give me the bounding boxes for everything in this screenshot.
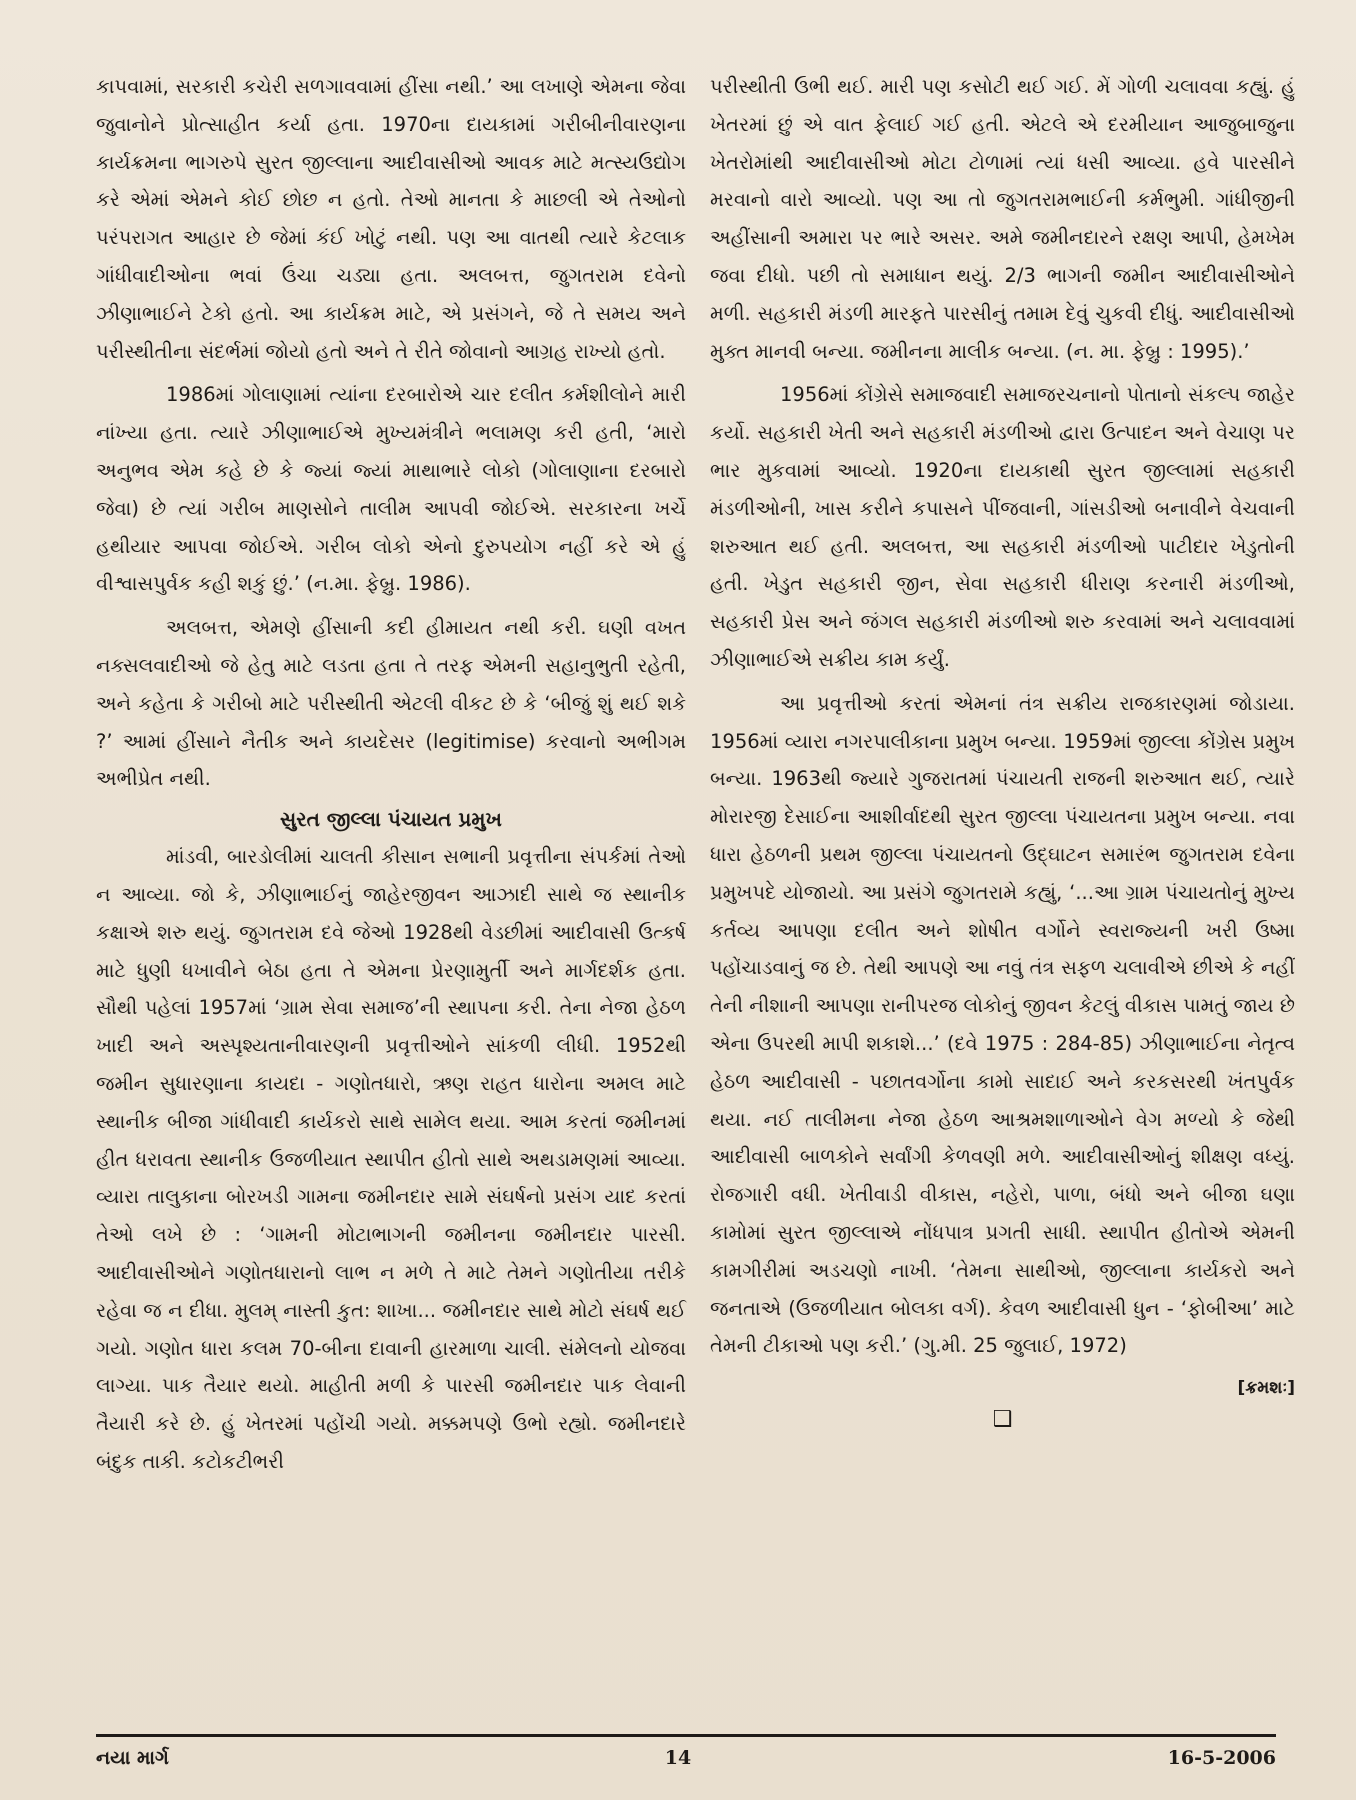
left-paragraph-3: અલબત્ત, એમણે હીંસાની કદી હીમાયત નથી કરી. ઘણી વખત નક્સલવાદીઓ જે હેતુ માટે લડતા હતા તે તરફ એમની સહાનુભુતી રહેતી, અને કહેતા કે ગરીબો માટે પરીસ્થીતી એટલી વીકટ છે કે ‘બીજું શું થઈ શકે ?’ આમાં હીંસાને નૈતીક અને કાયદેસર (legitimise) કરવાનો અભીગમ અભીપ્રેત નથી. (96, 616, 686, 791)
end-mark-icon: ❑ (992, 1407, 1013, 1433)
section-heading: સુરત જીલ્લા પંચાયત પ્રમુખ (280, 807, 502, 832)
left-column (96, 68, 686, 1481)
right-paragraph-2: 1956માં કોંગ્રેસે સમાજવાદી સમાજરચનાનો પોતાનો સંકલ્પ જાહેર કર્યો. સહકારી ખેતી અને સહકારી મંડળીઓ દ્વારા ઉત્પાદન અને વેચાણ પર ભાર મુકવામાં આવ્યો. 1920ના દાયકાથી સુરત જીલ્લામાં સહકારી મંડળીઓની, ખાસ કરીને કપાસને પીંજવાની, ગાંસડીઓ બનાવીને વેચવાની શરુઆત થઈ હતી. અલબત્ત, આ સહકારી મંડળીઓ પાટીદાર ખેડુતોની હતી. ખેડુત સહકારી જીન, સેવા સહકારી ધીરાણ કરનારી મંડળીઓ, સહકારી પ્રેસ અને જંગલ સહકારી મંડળીઓ શરુ કરવામાં અને ચલાવવામાં ઝીણાભાઈએ સક્રીય કામ કર્યું. (710, 383, 1295, 671)
right-paragraph-1: પરીસ્થીતી ઉભી થઈ. મારી પણ કસોટી થઈ ગઈ. મેં ગોળી ચલાવવા કહ્યું. હું ખેતરમાં છું એ વાત ફેલાઈ ગઈ હતી. એટલે એ દરમીયાન આજુબાજુના ખેતરોમાંથી આદીવાસીઓ મોટા ટોળામાં ત્યાં ધસી આવ્યા. હવે પારસીને મરવાનો વારો આવ્યો. પણ આ તો જુગતરામભાઈની કર્મભુમી. ગાંધીજીની અહીંસાની અમારા પર ભારે અસર. અમે જમીનદારને રક્ષણ આપી, હેમખેમ જવા દીધો. પછી તો સમાધાન થયું. 2/3 ભાગની જમીન આદીવાસીઓને મળી. સહકારી મંડળી મારફતે પારસીનું તમામ દેવું ચુકવી દીધું. આદીવાસીઓ મુક્ત માનવી બન્યા. જમીનના માલીક બન્યા. (ન. મા. ફેબ્રુ : 1995).’ (710, 75, 1295, 363)
right-column (710, 68, 1295, 1435)
left-paragraph-4: માંડવી, બારડોલીમાં ચાલતી કીસાન સભાની પ્રવૃત્તીના સંપર્કમાં તેઓ ન આવ્યા. જો કે, ઝીણાભાઈનું જાહેરજીવન આઝાદી સાથે જ સ્થાનીક કક્ષાએ શરુ થયું. જુગતરામ દવે જેઓ 1928થી વેડછીમાં આદીવાસી ઉત્કર્ષ માટે ધુણી ધખાવીને બેઠા હતા તે એમના પ્રેરણામુર્તી અને માર્ગદર્શક હતા. સૌથી પહેલાં 1957માં ‘ગ્રામ સેવા સમાજ’ની સ્થાપના કરી. તેના નેજા હેઠળ ખાદી અને અસ્પૃશ્યતાનીવારણની પ્રવૃત્તીઓને સાંકળી લીધી. 1952થી જમીન સુધારણાના કાયદા - ગણોતધારો, ઋણ રાહત ધારોના અમલ માટે સ્થાનીક બીજા ગાંધીવાદી કાર્યકરો સાથે સામેલ થયા. આમ કરતાં જમીનમાં હીત ધરાવતા સ્થાનીક ઉજળીયાત સ્થાપીત હીતો સાથે અથડામણમાં આવ્યા. વ્યારા તાલુકાના બોરખડી ગામના જમીનદાર સામે સંઘર્ષનો પ્રસંગ યાદ કરતાં તેઓ લખે છે : ‘ગામની મોટાભાગની જમીનના જમીનદાર પારસી. આદીવાસીઓને ગણોતધારાનો લાભ ન મળે તે માટે તેમને ગણોતીયા તરીકે રહેવા જ ન દીધા. મુલમ્ નાસ્તી કુત: શાખા... જમીનદાર સાથે મોટો સંઘર્ષ થઈ ગયો. ગણોત ધારા કલમ 70-બીના દાવાની હારમાળા ચાલી. સંમેલનો યોજવા લાગ્યા. પાક તૈયાર થયો. માહીતી મળી કે પારસી જમીનદાર પાક લેવાની તૈયારી કરે છે. હું ખેતરમાં પહોંચી ગયો. મક્કમપણે ઉભો રહ્યો. જમીનદારે બંદુક તાકી. કટોકટીભરી (96, 845, 686, 1473)
footer-page-number: 14 (664, 1747, 692, 1769)
footer-divider (96, 1734, 1276, 1737)
left-paragraph-2: 1986માં ગોલાણામાં ત્યાંના દરબારોએ ચાર દલીત કર્મશીલોને મારી નાંખ્યા હતા. ત્યારે ઝીણાભાઈએ મુખ્યમંત્રીને ભલામણ કરી હતી, ‘મારો અનુભવ એમ કહે છે કે જ્યાં જ્યાં માથાભારે લોકો (ગોલાણાના દરબારો જેવા) છે ત્યાં ગરીબ માણસોને તાલીમ આપવી જોઈએ. સરકારના ખર્ચે હથીયાર આપવા જોઈએ. ગરીબ લોકો એનો દુરુપયોગ નહીં કરે એ હું વીશ્વાસપુર્વક કહી શકું છું.’ (ન.મા. ફેબ્રુ. 1986). (96, 383, 686, 596)
footer-date: 16-5-2006 (1167, 1747, 1276, 1769)
right-paragraph-3: આ પ્રવૃત્તીઓ કરતાં એમનાં તંત્ર સક્રીય રાજકારણમાં જોડાયા. 1956માં વ્યારા નગરપાલીકાના પ્રમુખ બન્યા. 1959માં જીલ્લા કોંગ્રેસ પ્રમુખ બન્યા. 1963થી જ્યારે ગુજરાતમાં પંચાયતી રાજની શરુઆત થઈ, ત્યારે મોરારજી દેસાઈના આશીર્વાદથી સુરત જીલ્લા પંચાયતના પ્રમુખ બન્યા. નવા ધારા હેઠળની પ્રથમ જીલ્લા પંચાયતનો ઉદ્ઘાટન સમારંભ જુગતરામ દવેના પ્રમુખપદે યોજાયો. આ પ્રસંગે જુગતરામે કહ્યું, ‘...આ ગ્રામ પંચાયતોનું મુખ્ય કર્તવ્ય આપણા દલીત અને શોષીત વર્ગોને સ્વરાજ્યની ખરી ઉષ્મા પહોંચાડવાનું જ છે. તેથી આપણે આ નવું તંત્ર સફળ ચલાવીએ છીએ કે નહીં તેની નીશાની આપણા રાનીપરજ લોકોનું જીવન કેટલું વીકાસ પામતું જાય છે એના ઉપરથી માપી શકાશે...’ (દવે 1975 : 284-85) ઝીણાભાઈના નેતૃત્વ હેઠળ આદીવાસી - પછાતવર્ગોના કામો સાદાઈ અને કરકસરથી ખંતપુર્વક થયા. નઈ તાલીમના નેજા હેઠળ આશ્રમશાળાઓને વેગ મળ્યો કે જેથી આદીવાસી બાળકોને સર્વાંગી કેળવણી મળે. આદીવાસીઓનું શીક્ષણ વધ્યું. રોજગારી વધી. ખેતીવાડી વીકાસ, નહેરો, પાળા, બંધો અને બીજા ઘણા કામોમાં સુરત જીલ્લાએ નોંધપાત્ર પ્રગતી સાધી. સ્થાપીત હીતોએ એમની કામગીરીમાં અડચણો નાખી. ‘તેમના સાથીઓ, જીલ્લાના કાર્યકરો અને જનતાએ (ઉજળીયાત બોલકા વર્ગ). કેવળ આદીવાસી ધુન - ‘ફોબીઆ’ માટે તેમની ટીકાઓ પણ કરી.’ (ગુ.મી. 25 જુલાઈ, 1972) (710, 691, 1296, 1358)
footer-magazine-name: નયા માર્ગ (96, 1747, 169, 1769)
continued-marker: [ક્રમશઃ] (1237, 1378, 1295, 1399)
left-paragraph-1: કાપવામાં, સરકારી કચેરી સળગાવવામાં હીંસા નથી.’ આ લખાણે એમના જેવા જુવાનોને પ્રોત્સાહીત કર્યા હતા. 1970ના દાયકામાં ગરીબીનીવારણના કાર્યક્રમના ભાગરુપે સુરત જીલ્લાના આદીવાસીઓ આવક માટે મત્સ્યઉદ્યોગ કરે એમાં એમને કોઈ છોછ ન હતો. તેઓ માનતા કે માછલી એ તેઓનો પરંપરાગત આહાર છે જેમાં કંઈ ખોટું નથી. પણ આ વાતથી ત્યારે કેટલાક ગાંધીવાદીઓના ભવાં ઉંચા ચડ્યા હતા. અલબત્ત, જુગતરામ દવેનો ઝીણાભાઈને ટેકો હતો. આ કાર્યક્રમ માટે, એ પ્રસંગને, જે તે સમય અને પરીસ્થીતીના સંદર્ભમાં જોયો હતો અને તે રીતે જોવાનો આગ્રહ રાખ્યો હતો. (96, 75, 686, 363)
